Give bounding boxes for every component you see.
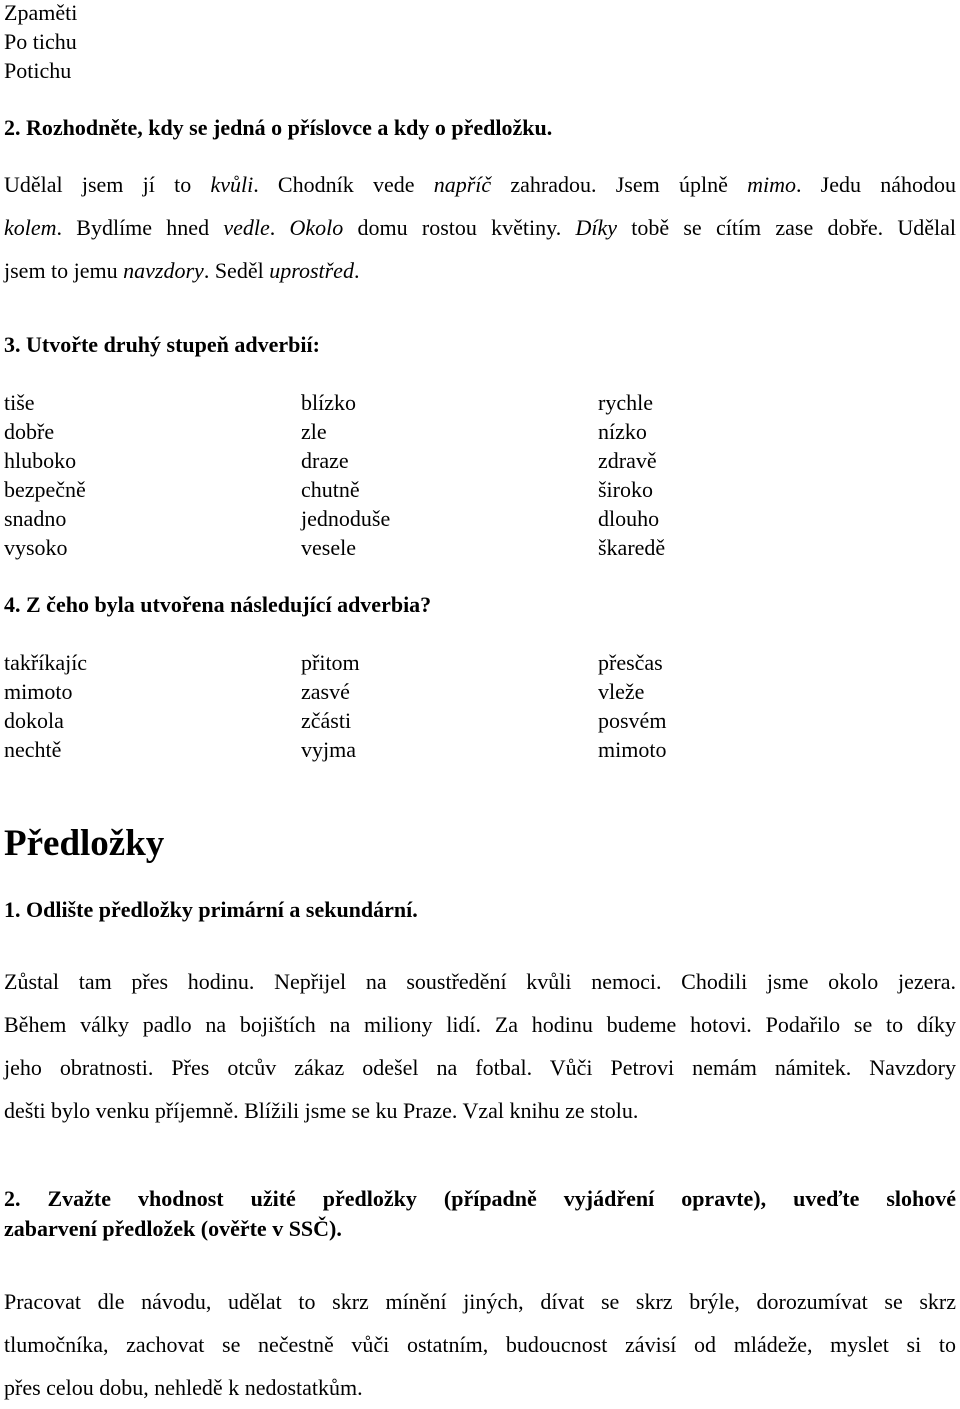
italic-word: kvůli <box>210 172 254 197</box>
section-heading: Předložky <box>4 823 165 864</box>
task2-line-1 <box>4 163 956 206</box>
task2-paragraph <box>4 163 956 292</box>
word-item: posvém <box>598 708 667 733</box>
task4-title: 4. Z čeho byla utvořena následující adverbia? <box>4 592 432 617</box>
word-item: takříkajíc <box>4 650 88 675</box>
word-item: snadno <box>4 506 67 531</box>
text-segment: . Seděl <box>203 258 270 283</box>
word-item: přesčas <box>598 650 663 675</box>
text-segment: zahradou. Jsem úplně <box>491 172 748 197</box>
text-segment: Udělal jsem jí to <box>4 172 211 197</box>
task4-column-2 <box>301 648 360 764</box>
task4-column-3 <box>598 648 666 764</box>
text-line-po-tichu: Po tichu <box>4 29 77 54</box>
word-item: dobře <box>4 419 55 444</box>
task3-column-2 <box>301 388 390 562</box>
italic-word: napříč <box>433 172 492 197</box>
word-item: nízko <box>598 419 647 444</box>
text-segment: . <box>269 215 290 240</box>
task2-line-3 <box>4 249 956 292</box>
task3-column-3 <box>598 388 665 562</box>
italic-word: navzdory <box>123 258 204 283</box>
prep-task1-title: 1. Odlište předložky primární a sekundární. <box>4 897 418 922</box>
word-item: draze <box>301 448 349 473</box>
word-item: rychle <box>598 390 653 415</box>
text-segment: domu rostou květiny. <box>343 215 576 240</box>
text-line-potichu: Potichu <box>4 58 72 83</box>
prep-task1-line-2: Během války padlo na bojištích na miliony lidí. Za hodinu budeme hotovi. Podařilo se to díky <box>4 1012 956 1037</box>
text-line-zpameti: Zpaměti <box>4 0 78 25</box>
task2-line-2 <box>4 206 956 249</box>
word-item: mimoto <box>4 679 73 704</box>
text-segment: . Chodník vede <box>253 172 434 197</box>
word-item: jednoduše <box>301 506 391 531</box>
task3-title: 3. Utvořte druhý stupeň adverbií: <box>4 332 320 357</box>
italic-word: mimo <box>747 172 796 197</box>
prep-task2-title-line-2: zabarvení předložek (ověřte v SSČ). <box>4 1216 342 1241</box>
prep-task1-line-4: dešti bylo venku příjemně. Blížili jsme se ku Praze. Vzal knihu ze stolu. <box>4 1098 639 1123</box>
word-item: vleže <box>598 679 645 704</box>
text-segment: tobě se cítím zase dobře. Udělal <box>616 215 956 240</box>
italic-word: Díky <box>575 215 617 240</box>
text-segment: . Bydlíme hned <box>56 215 224 240</box>
prep-task1-line-1: Zůstal tam přes hodinu. Nepřijel na soustředění kvůli nemoci. Chodili jsme okolo jezera. <box>4 969 956 994</box>
prep-task2-title <box>4 1184 956 1244</box>
word-item: vesele <box>301 535 356 560</box>
task3-column-1 <box>4 388 86 562</box>
word-item: nechtě <box>4 737 62 762</box>
word-item: vyjma <box>301 737 356 762</box>
task4-column-1 <box>4 648 87 764</box>
word-item: tiše <box>4 390 35 415</box>
prep-task1-paragraph <box>4 960 956 1132</box>
word-item: zdravě <box>598 448 657 473</box>
word-item: zčásti <box>301 708 352 733</box>
word-item: mimoto <box>598 737 667 762</box>
prep-task2-paragraph <box>4 1280 956 1409</box>
prep-task2-line-2: tlumočníka, zachovat se nečestně vůči ostatním, budoucnost závisí od mládeže, myslet si to <box>4 1332 956 1357</box>
word-item: chutně <box>301 477 360 502</box>
text-segment: . Jedu náhodou <box>795 172 956 197</box>
word-item: dokola <box>4 708 64 733</box>
word-item: vysoko <box>4 535 68 560</box>
word-item: dlouho <box>598 506 660 531</box>
word-item: široko <box>598 477 653 502</box>
word-item: přitom <box>301 650 360 675</box>
word-item: zasvé <box>301 679 350 704</box>
italic-word: vedle <box>223 215 270 240</box>
word-item: zle <box>301 419 327 444</box>
word-item: blízko <box>301 390 356 415</box>
text-segment: . <box>353 258 360 283</box>
italic-word: Okolo <box>289 215 344 240</box>
text-segment: jsem to jemu <box>4 258 124 283</box>
word-item: bezpečně <box>4 477 86 502</box>
word-item: hluboko <box>4 448 77 473</box>
prep-task2-line-3: přes celou dobu, nehledě k nedostatkům. <box>4 1375 363 1400</box>
task2-title: 2. Rozhodněte, kdy se jedná o příslovce a kdy o předložku. <box>4 115 553 140</box>
word-item: škaredě <box>598 535 666 560</box>
prep-task2-line-1: Pracovat dle návodu, udělat to skrz mínění jiných, dívat se skrz brýle, dorozumívat se skrz <box>4 1289 956 1314</box>
italic-word: kolem <box>4 215 57 240</box>
prep-task2-title-line-1: 2. Zvažte vhodnost užité předložky (případně vyjádření opravte), uveďte slohové <box>4 1186 956 1211</box>
prep-task1-line-3: jeho obratnosti. Přes otcův zákaz odešel na fotbal. Vůči Petrovi nemám námitek. Navzdory <box>4 1055 956 1080</box>
italic-word: uprostřed <box>269 258 354 283</box>
